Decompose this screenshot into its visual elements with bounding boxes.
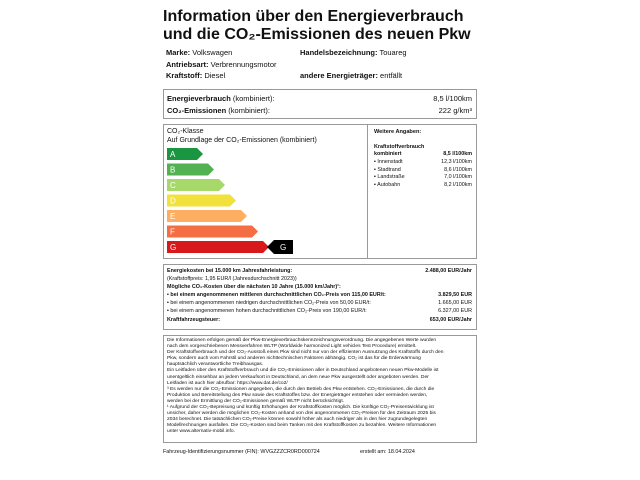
- brand-row: [166, 47, 232, 58]
- notes-box: [163, 335, 477, 443]
- other-energy-value: entfällt: [380, 71, 403, 80]
- energy-consumption-qualifier: (kombiniert):: [232, 94, 275, 103]
- title-line-2: und die CO₂-Emissionen des neuen Pkw: [163, 26, 471, 43]
- fuel-row-value: 8,6 l/100km: [444, 166, 472, 173]
- model-row: [300, 47, 407, 58]
- energy-consumption-label: Energieverbrauch: [167, 94, 231, 103]
- co2-cost-mid-row: ▪ bei einem angenommenen mittleren durchschnittlichen CO₂-Preis von 115,00 EUR/t:: [167, 292, 386, 298]
- co2-cost-low-value: 1.665,00 EUR: [438, 300, 472, 306]
- co2-cost-high-label: bei einem angenommenen hohen durchschnittlichen CO₂-Preis von 190,00 EUR/t:: [170, 308, 367, 314]
- energy-consumption-row: [167, 94, 275, 103]
- created-label: erstellt am:: [360, 449, 387, 455]
- co2-class-box: [163, 124, 477, 259]
- note-line: nach dem vorgeschriebenen Messverfahren WLTP (Worldwide harmonized Light vehicles Test Procedure) ermittelt.: [167, 344, 417, 350]
- co2-class-heading: CO₂-Klasse: [167, 128, 204, 135]
- brand-value: Volkswagen: [192, 48, 233, 57]
- vin-value: WVGZZZCR0RD000724: [260, 449, 320, 455]
- co2-emissions-qualifier: (kombiniert):: [228, 106, 270, 115]
- co2-emissions-value: 222 g/km³: [438, 106, 472, 115]
- co2-class-letter-c: C: [170, 181, 176, 190]
- note-line: Ein Leitfaden über den Kraftstoffverbrauch und die CO₂-Emissionen aller in Deutschland angebotenen neuen Pkw-Modelle ist: [167, 368, 439, 374]
- fuel-row-label: ▪ Innenstadt: [374, 159, 403, 165]
- co2-class-letter-b: B: [170, 165, 176, 175]
- co2-class-bar-d: [167, 195, 236, 207]
- co2-emissions-label: CO₂-Emissionen: [167, 106, 227, 115]
- fuel-value: Diesel: [204, 71, 226, 80]
- costs-box: [163, 264, 477, 330]
- note-line: Modellrechnungen ausfallen. Die CO₂-Kosten sind beim Tanken mit den Kraftstoffkosten zu bezahlen. Weitere Informationen: [167, 423, 437, 429]
- co2-class-bar-g: [167, 241, 269, 253]
- note-line: unter www.alternativ-mobil.info.: [167, 429, 235, 435]
- note-line: unentgeltlich einsehbar an jedem Verkaufsort in Deutschland, an dem neue Pkw ausgestellt oder angeboten werden. Der: [167, 374, 429, 380]
- fuel-row-value: 7,0 l/100km: [444, 174, 472, 180]
- energy-cost-note: (Kraftstoffpreis: 1,95 EUR/l (Jahresdurchschnitt 2023)): [167, 276, 297, 282]
- co2-class-letter-e: E: [170, 212, 176, 221]
- co2-class-bar-f: [167, 226, 258, 238]
- consumption-box: [163, 89, 477, 119]
- vehicle-tax-value: 653,00 EUR/Jahr: [429, 317, 472, 323]
- brand-label: Marke:: [166, 48, 191, 57]
- page-title: [163, 8, 483, 44]
- co2-class-scale: [164, 125, 364, 258]
- drive-label: Antriebsart:: [166, 60, 209, 69]
- model-value: Touareg: [379, 48, 407, 57]
- fuel-consumption-heading: Kraftstoffverbrauch: [374, 144, 425, 150]
- fuel-combined-label: kombiniert: [374, 151, 402, 157]
- co2-cost-mid-value: 3.829,50 EUR: [438, 292, 472, 298]
- co2-emissions-row: [167, 106, 270, 115]
- fuel-row-label: ▪ Stadtrand: [374, 166, 401, 173]
- co2-class-bar-e: [167, 210, 247, 222]
- current-class-letter: G: [280, 243, 287, 252]
- fuel-row-value: 12,3 l/100km: [441, 159, 472, 165]
- note-line: 2034 berechnet. Die tatsächlichen CO₂-Preise können sowohl höher als auch niedriger als in den hier zugrundegelegten: [167, 417, 428, 423]
- co2-class-letter-g: G: [170, 243, 177, 252]
- energy-consumption-value: 8,5 l/100km: [433, 94, 472, 103]
- vin-label: Fahrzeug-Identifizierungsnummer (FIN):: [163, 449, 259, 455]
- vehicle-tax-label: Kraftfahrzeugsteuer:: [167, 317, 221, 323]
- note-line: werden bei der Ermittlung der CO₂-Emissionen gemäß WLTP nicht berücksichtigt.: [167, 398, 345, 404]
- co2-cost-low-label: bei einem angenommenen niedrigen durchschnittlichen CO₂-Preis von 50,00 EUR/t:: [170, 300, 371, 306]
- co2-cost-low-row: ▪ bei einem angenommenen niedrigen durchschnittlichen CO₂-Preis von 50,00 EUR/t:: [167, 300, 371, 306]
- note-line: Die Informationen erfolgen gemäß der Pkw-Energieverbrauchskennzeichnungsverordnung. Die angegebenen Werte wurden: [167, 338, 437, 343]
- model-label: Handelsbezeichnung:: [300, 48, 378, 57]
- created-row: [360, 449, 415, 455]
- note-line: Der Kraftstoffverbrauch und der CO₂-Ausstoß eines Pkw sind nicht nur von der effizienten Ausnutzung des Kraftstoffs durch den: [167, 350, 444, 356]
- co2-class-letter-d: D: [170, 196, 176, 206]
- co2-cost-heading: Mögliche CO₂-Kosten über die nächsten 10 Jahre (15.000 km/Jahr)¹:: [167, 284, 341, 290]
- energy-cost-label: Energiekosten bei 15.000 km Jahresfahrleistung:: [167, 268, 293, 274]
- co2-class-letter-f: F: [170, 227, 175, 237]
- note-line: Produktion und Bereitstellung des Pkw sowie des Kraftstoffes bzw. der Energieträger entstehen oder vermieden werden,: [167, 392, 428, 398]
- other-energy-row: [300, 70, 402, 81]
- co2-class-letter-a: A: [170, 150, 176, 159]
- fuel-row: [166, 70, 225, 81]
- further-info-heading: Weitere Angaben:: [374, 129, 422, 135]
- co2-class-divider: [367, 125, 368, 258]
- drive-value: Verbrennungsmotor: [210, 60, 277, 69]
- drive-row: [166, 59, 276, 70]
- note-line: hauptsächlich verantwortliche Treibhausgas.: [167, 362, 264, 368]
- created-value: 18.04.2024: [387, 449, 415, 455]
- title-line-1: Information über den Energieverbrauch: [163, 8, 464, 25]
- fuel-combined-value: 8,5 l/100km: [443, 151, 472, 157]
- co2-cost-high-value: 6.327,00 EUR: [438, 308, 472, 314]
- other-energy-label: andere Energieträger:: [300, 71, 378, 80]
- co2-cost-mid-label: bei einem angenommenen mittleren durchschnittlichen CO₂-Preis von 115,00 EUR/t:: [170, 292, 386, 298]
- co2-cost-high-row: ▪ bei einem angenommenen hohen durchschnittlichen CO₂-Preis von 190,00 EUR/t:: [167, 308, 367, 314]
- note-line: Pkw, sondern auch vom Fahrstil und anderen nichttechnischen Faktoren abhängig. CO₂ ist das für die Erderwärmung: [167, 356, 421, 362]
- fuel-row-label: ▪ Landstraße: [374, 174, 405, 180]
- fuel-row-label: ▪ Autobahn: [374, 181, 401, 188]
- co2-class-subheading: Auf Grundlage der CO₂-Emissionen (kombiniert): [167, 137, 317, 144]
- vin-row: [163, 449, 320, 455]
- notes-text: [167, 338, 473, 436]
- energy-cost-value: 2.488,00 EUR/Jahr: [425, 268, 472, 274]
- note-line: unsicher, daher werden die möglichen CO₂-Kosten anhand von drei angenommenen CO₂-Preisen für den Zeitraum 2025 bis: [167, 411, 436, 417]
- note-line: ³ Es werden nur die CO₂-Emissionen angegeben, die durch den Betrieb des Pkw entstehen. CO₂-Emissionen, die durch die: [167, 386, 435, 392]
- note-line: ¹ Aufgrund der CO₂-Bepreisung und künftig Erhöhungen der Kraftstoffkosten möglich. Die künftige CO₂-Preisentwicklung ist: [167, 405, 434, 411]
- fuel-label: Kraftstoff:: [166, 71, 203, 80]
- fuel-row-value: 8,2 l/100km: [444, 181, 472, 188]
- note-line: Leitfaden ist auch hier abrufbar: https://www.dat.de/co2/: [167, 380, 288, 386]
